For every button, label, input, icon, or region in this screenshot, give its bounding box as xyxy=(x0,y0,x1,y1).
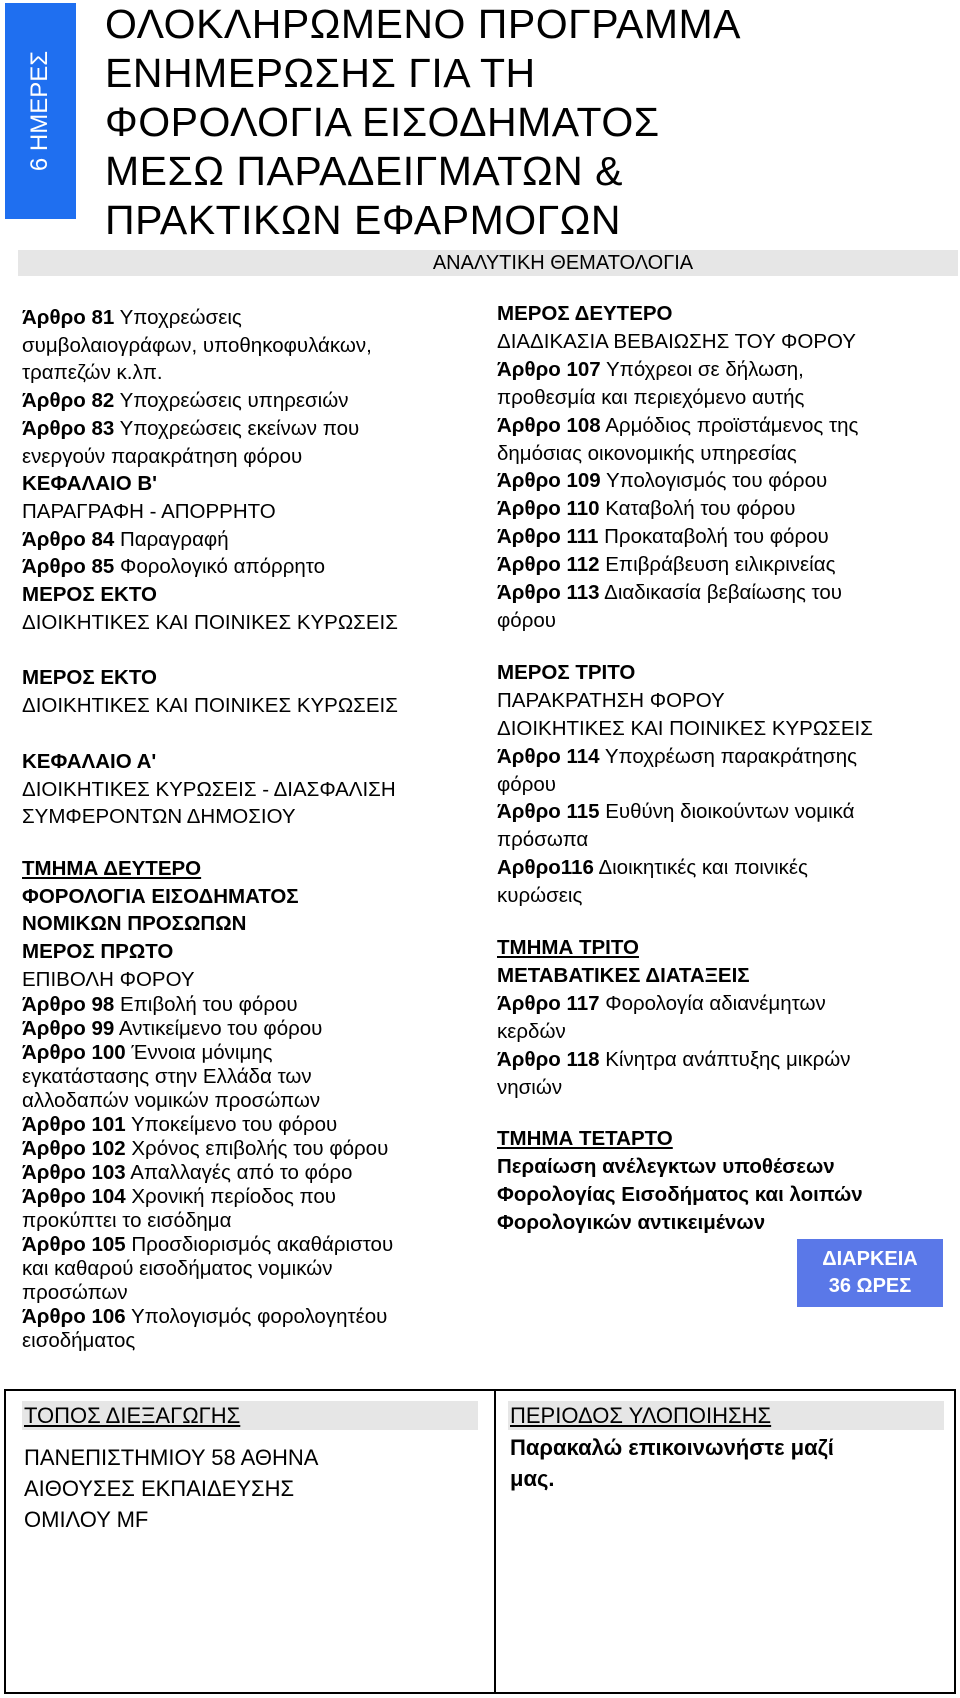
duration-days-badge xyxy=(5,3,76,219)
list-item-cont: δημόσιας οικονομικής υπηρεσίας xyxy=(497,441,797,465)
list-item-cont: νησιών xyxy=(497,1075,563,1099)
list-item-cont: προθεσμία και περιεχόμενο αυτής xyxy=(497,385,805,409)
part-title: ΔΙΟΙΚΗΤΙΚΕΣ ΚΑΙ ΠΟΙΝΙΚΕΣ ΚΥΡΩΣΕΙΣ xyxy=(22,694,398,718)
list-item-cont: κυρώσεις xyxy=(497,884,583,908)
list-item-cont: φόρου xyxy=(497,608,556,632)
period-box xyxy=(508,1401,944,1494)
list-item: Άρθρο 105 Προσδιορισμός ακαθάριστου xyxy=(22,1233,394,1257)
part-title: ΕΠΙΒΟΛΗ ΦΟΡΟΥ xyxy=(22,967,195,991)
list-item-cont: προσώπων xyxy=(22,1281,128,1305)
title-line: ΕΝΗΜΕΡΩΣΗΣ ΓΙΑ ΤΗ xyxy=(105,50,536,96)
period-line: μας. xyxy=(510,1466,555,1491)
list-item-cont: τραπεζών κ.λπ. xyxy=(22,361,163,385)
list-item: Άρθρο 100 Έννοια μόνιμης xyxy=(22,1041,273,1065)
list-item: Άρθρο 98 Επιβολή του φόρου xyxy=(22,993,298,1017)
right-column xyxy=(497,300,947,1237)
list-item: Άρθρο 113 Διαδικασία βεβαίωσης του xyxy=(497,581,842,605)
list-item: Άρθρο 110 Καταβολή του φόρου xyxy=(497,497,796,521)
list-item: Άρθρο 108 Αρμόδιος προϊστάμενος της xyxy=(497,413,859,437)
list-item-cont: φόρου xyxy=(497,772,556,796)
part-title: ΔΙΑΔΙΚΑΣΙΑ ΒΕΒΑΙΩΣΗΣ ΤΟΥ ΦΟΡΟΥ xyxy=(497,329,856,353)
part-heading: ΜΕΡΟΣ ΔΕΥΤΕΡΟ xyxy=(497,302,673,325)
list-item: Άρθρο 84 Παραγραφή xyxy=(22,527,229,551)
title-line: ΟΛΟΚΛΗΡΩΜΕΝΟ ΠΡΟΓΡΑΜΜΑ xyxy=(105,1,742,47)
venue-heading: ΤΟΠΟΣ ΔΙΕΞΑΓΩΓΗΣ xyxy=(22,1401,478,1430)
section-title: ΦΟΡΟΛΟΓΙΑ ΕΙΣΟΔΗΜΑΤΟΣ xyxy=(22,884,299,908)
list-item: Άρθρο 82 Υποχρεώσεις υπηρεσιών xyxy=(22,389,349,413)
list-item: Άρθρο 83 Υποχρεώσεις εκείνων που xyxy=(22,416,360,440)
info-boxes xyxy=(4,1389,956,1694)
part-heading: ΜΕΡΟΣ ΠΡΩΤΟ xyxy=(22,940,174,964)
list-item: Άρθρο 104 Χρονική περίοδος που xyxy=(22,1185,337,1209)
venue-box xyxy=(22,1401,478,1535)
list-item-cont: συμβολαιογράφων, υποθηκοφυλάκων, xyxy=(22,333,372,357)
page-title xyxy=(105,0,945,245)
list-item: Άρθρο 118 Κίνητρα ανάπτυξης μικρών xyxy=(497,1047,851,1071)
venue-text xyxy=(22,1442,478,1535)
list-item: Άρθρο 81 Υποχρεώσεις xyxy=(22,306,242,329)
list-item: Άρθρο 106 Υπολογισμός φορολογητέου xyxy=(22,1305,388,1329)
list-item-cont: εισοδήματος xyxy=(22,1329,136,1353)
list-item-cont: και καθαρού εισοδήματος νομικών xyxy=(22,1257,333,1281)
box-divider xyxy=(494,1391,496,1692)
venue-line: ΠΑΝΕΠΙΣΤΗΜΙΟΥ 58 ΑΘΗΝΑ xyxy=(24,1445,319,1470)
list-item: Άρθρο 107 Υπόχρεοι σε δήλωση, xyxy=(497,357,804,381)
badge-text: 6 ΗΜΕΡΕΣ xyxy=(26,50,54,172)
section-title: ΝΟΜΙΚΩΝ ΠΡΟΣΩΠΩΝ xyxy=(22,912,247,936)
subtitle-bar xyxy=(18,250,958,276)
list-item: Άρθρο 115 Ευθύνη διοικούντων νομικά xyxy=(497,800,855,824)
list-item-cont: ενεργούν παρακράτηση φόρου xyxy=(22,444,303,468)
section-title: ΜΕΤΑΒΑΤΙΚΕΣ ΔΙΑΤΑΞΕΙΣ xyxy=(497,963,750,987)
period-text xyxy=(508,1432,944,1494)
section-heading: ΤΜΗΜΑ ΤΕΤΑΡΤΟ xyxy=(497,1127,673,1151)
list-item: Αρθρο116 Διοικητικές και ποινικές xyxy=(497,856,808,880)
chapter-heading: ΚΕΦΑΛΑΙΟ Α' xyxy=(22,749,157,773)
list-item: Άρθρο 109 Υπολογισμός του φόρου xyxy=(497,469,828,493)
list-item: Άρθρο 103 Απαλλαγές από το φόρο xyxy=(22,1161,353,1185)
part-heading: ΜΕΡΟΣ ΕΚΤΟ xyxy=(22,583,157,607)
period-heading: ΠΕΡΙΟΔΟΣ ΥΛΟΠΟΙΗΣΗΣ xyxy=(508,1401,944,1430)
section-heading: ΤΜΗΜΑ ΤΡΙΤΟ xyxy=(497,936,639,960)
duration-box xyxy=(797,1239,943,1307)
list-item-cont: πρόσωπα xyxy=(497,828,589,852)
list-item-cont: εγκατάστασης στην Ελλάδα των xyxy=(22,1065,312,1089)
part-heading: ΜΕΡΟΣ ΕΚΤΟ xyxy=(22,666,157,690)
part-title: ΔΙΟΙΚΗΤΙΚΕΣ ΚΑΙ ΠΟΙΝΙΚΕΣ ΚΥΡΩΣΕΙΣ xyxy=(497,716,873,740)
list-item: Άρθρο 99 Αντικείμενο του φόρου xyxy=(22,1017,323,1041)
left-column xyxy=(22,304,470,1353)
list-item: Άρθρο 101 Υποκείμενο του φόρου xyxy=(22,1113,338,1137)
list-item: Άρθρο 112 Επιβράβευση ειλικρινείας xyxy=(497,553,836,577)
section-title: Περαίωση ανέλεγκτων υποθέσεων xyxy=(497,1155,835,1179)
duration-hours: 36 ΩΡΕΣ xyxy=(828,1275,912,1297)
part-title: ΔΙΟΙΚΗΤΙΚΕΣ ΚΑΙ ΠΟΙΝΙΚΕΣ ΚΥΡΩΣΕΙΣ xyxy=(22,610,398,634)
list-item-cont: κερδών xyxy=(497,1019,566,1043)
list-item-cont: αλλοδαπών νομικών προσώπων xyxy=(22,1089,321,1113)
list-item: Άρθρο 114 Υποχρέωση παρακράτησης xyxy=(497,744,857,768)
venue-line: ΑΙΘΟΥΣΕΣ ΕΚΠΑΙΔΕΥΣΗΣ xyxy=(24,1476,295,1501)
chapter-title: ΠΑΡΑΓΡΑΦΗ - ΑΠΟΡΡΗΤΟ xyxy=(22,499,276,523)
period-line: Παρακαλώ επικοινωνήστε μαζί xyxy=(510,1435,834,1460)
list-item: Άρθρο 85 Φορολογικό απόρρητο xyxy=(22,555,325,579)
list-item: Άρθρο 111 Προκαταβολή του φόρου xyxy=(497,525,829,549)
title-line: ΠΡΑΚΤΙΚΩΝ ΕΦΑΡΜΟΓΩΝ xyxy=(105,197,621,243)
list-item-cont: προκύπτει το εισόδημα xyxy=(22,1209,232,1233)
section-title: Φορολογικών αντικειμένων xyxy=(497,1211,766,1235)
chapter-heading: ΚΕΦΑΛΑΙΟ Β' xyxy=(22,472,158,496)
part-title: ΠΑΡΑΚΡΑΤΗΣΗ ΦΟΡΟΥ xyxy=(497,688,725,712)
venue-line: ΟΜΙΛΟΥ MF xyxy=(24,1507,149,1532)
list-item: Άρθρο 102 Χρόνος επιβολής του φόρου xyxy=(22,1137,389,1161)
duration-label: ΔΙΑΡΚΕΙΑ xyxy=(822,1248,918,1270)
title-line: ΦΟΡΟΛΟΓΙΑ ΕΙΣΟΔΗΜΑΤΟΣ xyxy=(105,99,660,145)
part-heading: ΜΕΡΟΣ ΤΡΙΤΟ xyxy=(497,660,636,684)
section-title: Φορολογίας Εισοδήματος και λοιπών xyxy=(497,1183,863,1207)
list-item: Άρθρο 117 Φορολογία αδιανέμητων xyxy=(497,991,826,1015)
chapter-title: ΔΙΟΙΚΗΤΙΚΕΣ ΚΥΡΩΣΕΙΣ - ΔΙΑΣΦΑΛΙΣΗ xyxy=(22,777,396,801)
section-heading: ΤΜΗΜΑ ΔΕΥΤΕΡΟ xyxy=(22,856,202,880)
subtitle: ΑΝΑΛΥΤΙΚΗ ΘΕΜΑΤΟΛΟΓΙΑ xyxy=(432,252,694,274)
chapter-title: ΣΥΜΦΕΡΟΝΤΩΝ ΔΗΜΟΣΙΟΥ xyxy=(22,805,296,829)
title-line: ΜΕΣΩ ΠΑΡΑΔΕΙΓΜΑΤΩΝ & xyxy=(105,148,623,194)
